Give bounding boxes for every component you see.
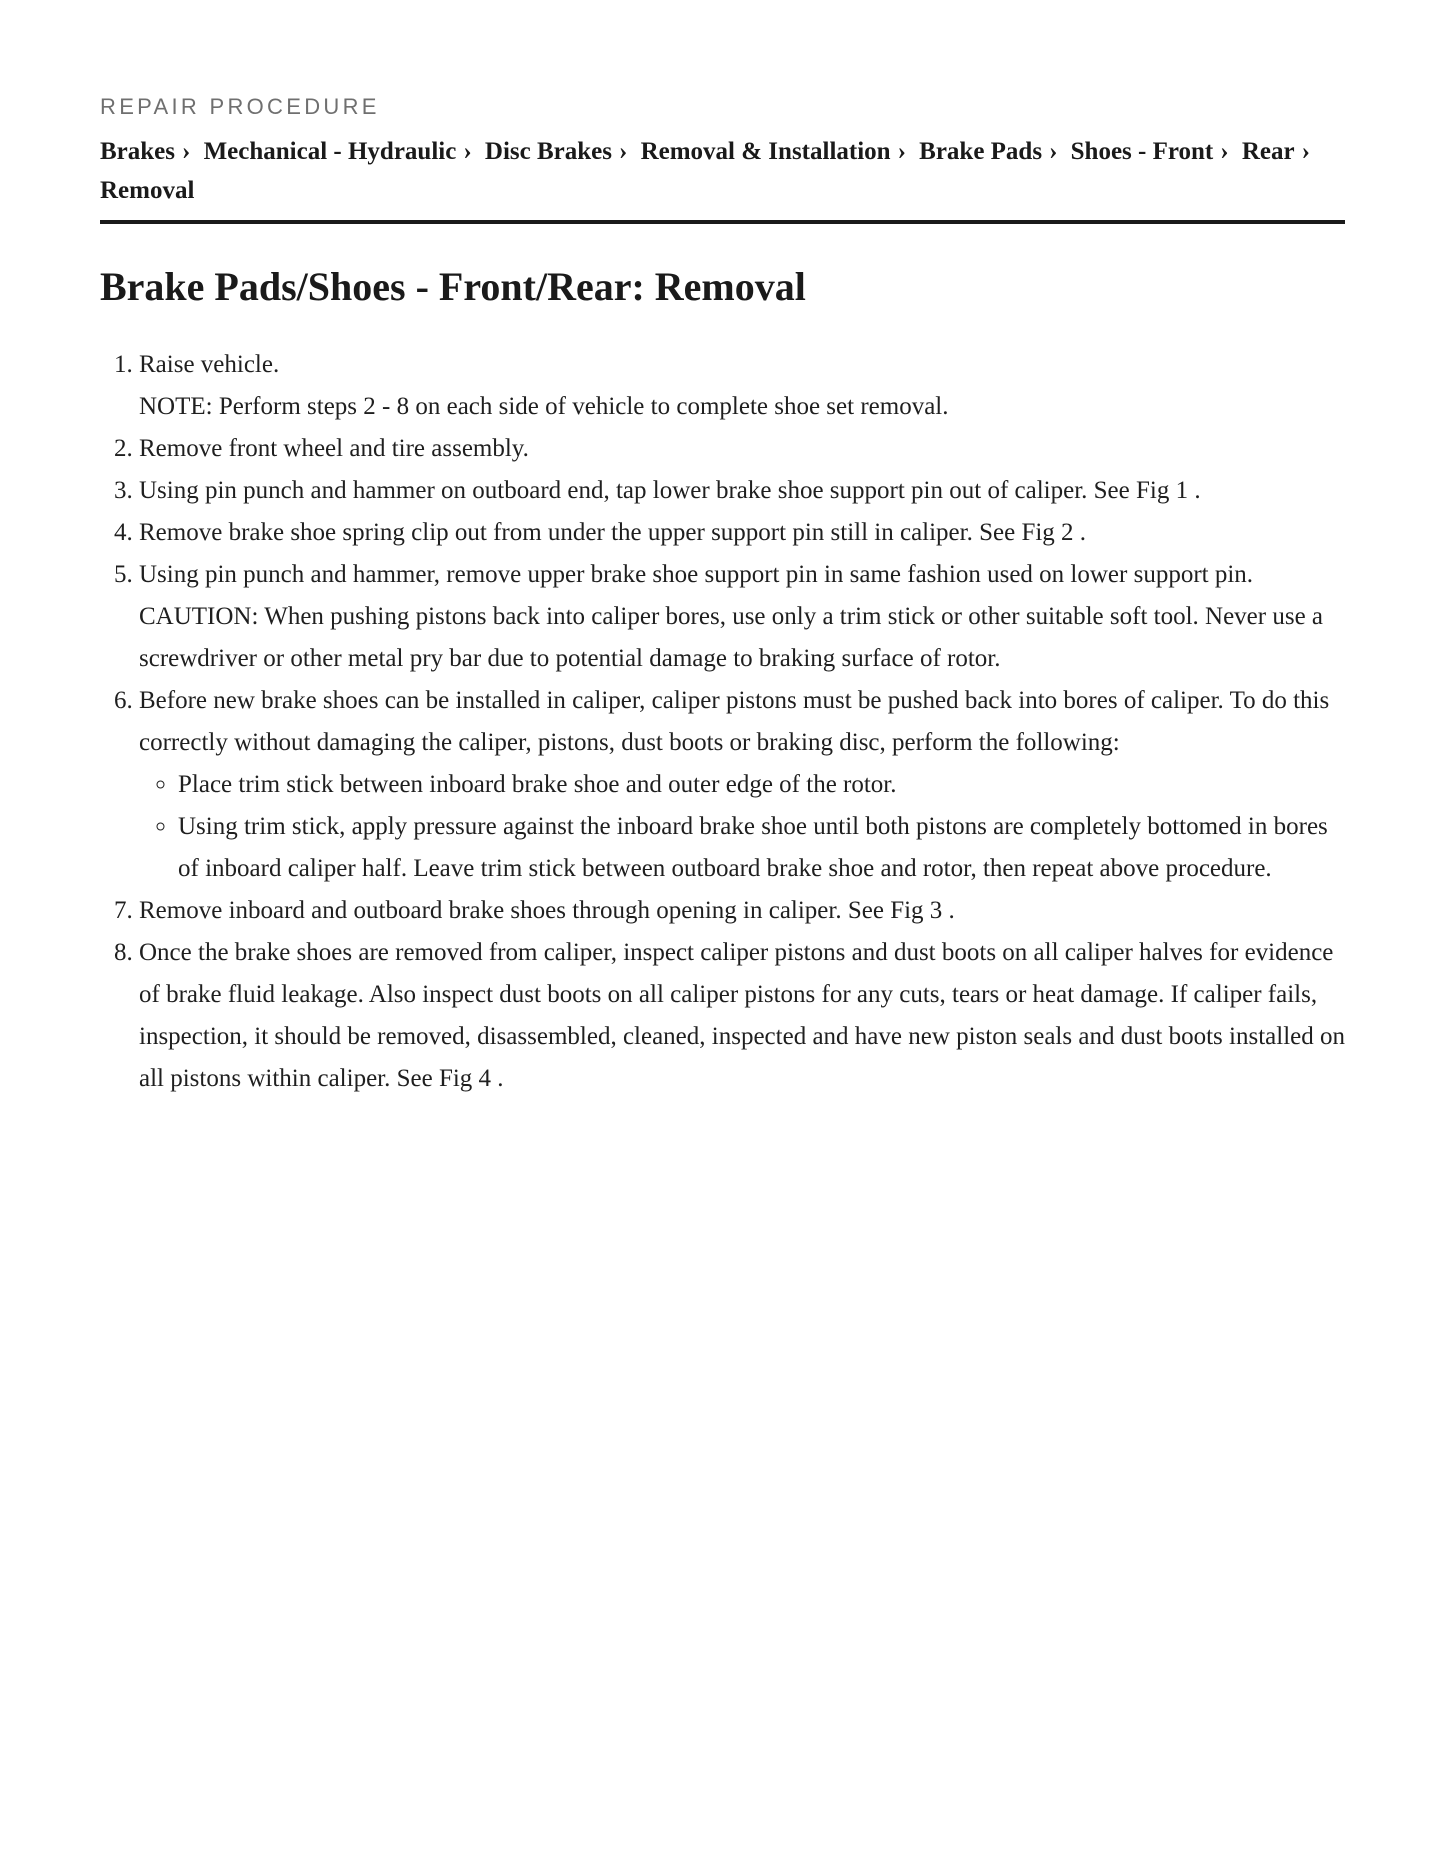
step-item (139, 932, 1345, 1100)
breadcrumb-item: Brake Pads › (919, 138, 1064, 165)
step-text: Using pin punch and hammer on outboard end, tap lower brake shoe support pin out of caliper. See Fig 1 . (139, 477, 1201, 504)
breadcrumb-separator: › (618, 138, 628, 165)
breadcrumb-separator: › (897, 138, 906, 165)
breadcrumb-item: Rear › (1242, 138, 1317, 165)
step-text: Remove brake shoe spring clip out from under the upper support pin still in caliper. See Fig 2 . (139, 519, 1087, 546)
breadcrumb-separator: › (1049, 138, 1058, 165)
breadcrumb-item: Removal & Installation › (641, 138, 913, 165)
step-note: NOTE: Perform steps 2 - 8 on each side of vehicle to complete shoe set removal. (139, 393, 949, 420)
page-title: Brake Pads/Shoes - Front/Rear: Removal (100, 264, 806, 309)
step-item (139, 554, 1345, 680)
step-text: Once the brake shoes are removed from caliper, inspect caliper pistons and dust boots on all caliper halves for evidence of brake fluid leakage. Also inspect dust boots on all caliper pistons for any cuts, tears or heat damage. If caliper fails, inspection, it should be removed, disassembled, cleaned, inspected and have new piston seals and dust boots installed on all pistons within caliper. See Fig 4 . (139, 939, 1345, 1092)
breadcrumb-separator: › (1220, 138, 1229, 165)
step-text: Raise vehicle. (139, 351, 280, 378)
step-item (139, 680, 1345, 890)
procedure-steps (100, 344, 1345, 1100)
breadcrumb-item-current: Removal (100, 177, 195, 204)
breadcrumb-item: Disc Brakes › (485, 138, 634, 165)
step-text: Using pin punch and hammer, remove upper brake shoe support pin in same fashion used on lower support pin. (139, 561, 1254, 588)
breadcrumb-item: Brakes › (100, 138, 197, 165)
step-item (139, 344, 1345, 428)
breadcrumb-item: Mechanical - Hydraulic › (204, 138, 479, 165)
substep-list (139, 764, 1345, 890)
step-item (139, 890, 1345, 932)
breadcrumb-item: Shoes - Front › (1071, 138, 1236, 165)
section-kicker: REPAIR PROCEDURE (100, 94, 380, 119)
step-text: Remove inboard and outboard brake shoes through opening in caliper. See Fig 3 . (139, 897, 955, 924)
step-item (139, 470, 1345, 512)
step-item (139, 512, 1345, 554)
step-item (139, 428, 1345, 470)
breadcrumb-separator: › (463, 138, 472, 165)
breadcrumb-separator: › (182, 138, 191, 165)
step-caution: CAUTION: When pushing pistons back into caliper bores, use only a trim stick or other suitable soft tool. Never use a screwdriver or other metal pry bar due to potential damage to braking surface of rotor. (139, 603, 1324, 672)
step-text: Before new brake shoes can be installed in caliper, caliper pistons must be pushed back into bores of caliper. To do this correctly without damaging the caliper, pistons, dust boots or braking disc, perform the following: (139, 687, 1330, 756)
substep-item: ◦ Place trim stick between inboard brake shoe and outer edge of the rotor. (178, 764, 1345, 806)
substep-item: ◦ Using trim stick, apply pressure against the inboard brake shoe until both pistons are completely bottomed in bores of inboard caliper half. Leave trim stick between outboard brake shoe and rotor, then repeat above procedure. (178, 806, 1345, 890)
document-page (100, 92, 1345, 1100)
step-text: Remove front wheel and tire assembly. (139, 435, 529, 462)
breadcrumb (100, 132, 1345, 224)
breadcrumb-separator: › (1301, 138, 1310, 165)
